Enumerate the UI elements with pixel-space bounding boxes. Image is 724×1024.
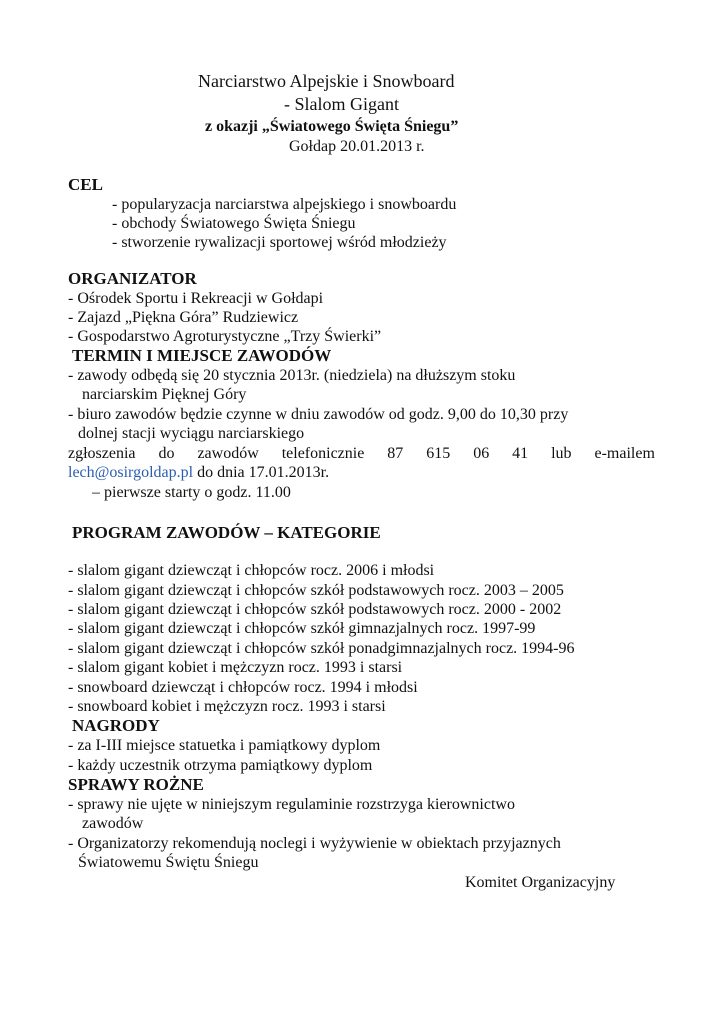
word: 87 bbox=[387, 445, 404, 462]
list-item: - slalom gigant kobiet i mężczyzn rocz. 1993 i starsi bbox=[68, 659, 403, 676]
email-link[interactable]: lech@osirgoldap.pl bbox=[68, 464, 194, 481]
section-heading-organizator: ORGANIZATOR bbox=[68, 269, 197, 288]
word: e-mailem bbox=[594, 445, 655, 462]
place-date: Gołdap 20.01.2013 r. bbox=[289, 138, 425, 155]
list-item: - stworzenie rywalizacji sportowej wśród młodzieży bbox=[112, 234, 447, 251]
section-heading-termin: TERMIN I MIEJSCE ZAWODÓW bbox=[72, 346, 332, 365]
paragraph-line: - biuro zawodów będzie czynne w dniu zawodów od godz. 9,00 do 10,30 przy bbox=[68, 406, 569, 423]
registration-line bbox=[68, 445, 655, 463]
list-item: - snowboard dziewcząt i chłopców rocz. 1994 i młodsi bbox=[68, 679, 418, 696]
document-subtitle: z okazji „Światowego Święta Śniegu” bbox=[205, 118, 459, 135]
section-heading-program: PROGRAM ZAWODÓW – KATEGORIE bbox=[72, 523, 381, 542]
paragraph-line: – pierwsze starty o godz. 11.00 bbox=[92, 484, 291, 501]
list-item: - za I-III miejsce statuetka i pamiątkowy dyplom bbox=[68, 737, 381, 754]
list-item: - slalom gigant dziewcząt i chłopców szkół gimnazjalnych rocz. 1997-99 bbox=[68, 620, 536, 637]
list-item: - Zajazd „Piękna Góra” Rudziewicz bbox=[68, 309, 299, 326]
list-item: - Ośrodek Sportu i Rekreacji w Gołdapi bbox=[68, 290, 324, 307]
paragraph-line: narciarskim Pięknej Góry bbox=[82, 386, 247, 403]
list-item: - każdy uczestnik otrzyma pamiątkowy dyplom bbox=[68, 757, 373, 774]
word: 41 bbox=[512, 445, 529, 462]
list-item: - obchody Światowego Święta Śniegu bbox=[112, 215, 356, 232]
list-item: - popularyzacja narciarstwa alpejskiego i snowboardu bbox=[112, 196, 457, 213]
paragraph-line: zawodów bbox=[82, 815, 144, 832]
word: 06 bbox=[473, 445, 490, 462]
word: zawodów bbox=[197, 445, 259, 462]
paragraph-line: dolnej stacji wyciągu narciarskiego bbox=[78, 425, 305, 442]
email-line bbox=[68, 464, 329, 482]
word: zgłoszenia bbox=[68, 445, 136, 462]
signature: Komitet Organizacyjny bbox=[465, 874, 616, 891]
deadline-text: do dnia 17.01.2013r. bbox=[193, 464, 330, 481]
paragraph-line: - sprawy nie ujęte w niniejszym regulaminie rozstrzyga kierownictwo bbox=[68, 796, 515, 813]
word: do bbox=[158, 445, 175, 462]
document-title-line2: - Slalom Gigant bbox=[284, 94, 399, 114]
list-item: - Gospodarstwo Agroturystyczne „Trzy Świerki” bbox=[68, 328, 382, 345]
document-title-line1: Narciarstwo Alpejskie i Snowboard bbox=[198, 71, 455, 91]
paragraph-line: Światowemu Świętu Śniegu bbox=[78, 854, 259, 871]
word: 615 bbox=[426, 445, 451, 462]
section-heading-nagrody: NAGRODY bbox=[72, 716, 160, 735]
section-heading-sprawy: SPRAWY ROŻNE bbox=[68, 775, 204, 794]
list-item: - slalom gigant dziewcząt i chłopców rocz. 2006 i młodsi bbox=[68, 562, 435, 579]
section-heading-cel: CEL bbox=[68, 175, 103, 194]
list-item: - slalom gigant dziewcząt i chłopców szkół podstawowych rocz. 2003 – 2005 bbox=[68, 582, 564, 599]
paragraph-line: - zawody odbędą się 20 stycznia 2013r. (niedziela) na dłuższym stoku bbox=[68, 367, 516, 384]
word: telefonicznie bbox=[281, 445, 365, 462]
list-item: - slalom gigant dziewcząt i chłopców szkół podstawowych rocz. 2000 - 2002 bbox=[68, 601, 562, 618]
list-item: - snowboard kobiet i mężczyzn rocz. 1993 i starsi bbox=[68, 698, 386, 715]
word: lub bbox=[551, 445, 572, 462]
list-item: - slalom gigant dziewcząt i chłopców szkół ponadgimnazjalnych rocz. 1994-96 bbox=[68, 640, 575, 657]
paragraph-line: - Organizatorzy rekomendują noclegi i wyżywienie w obiektach przyjaznych bbox=[68, 835, 561, 852]
